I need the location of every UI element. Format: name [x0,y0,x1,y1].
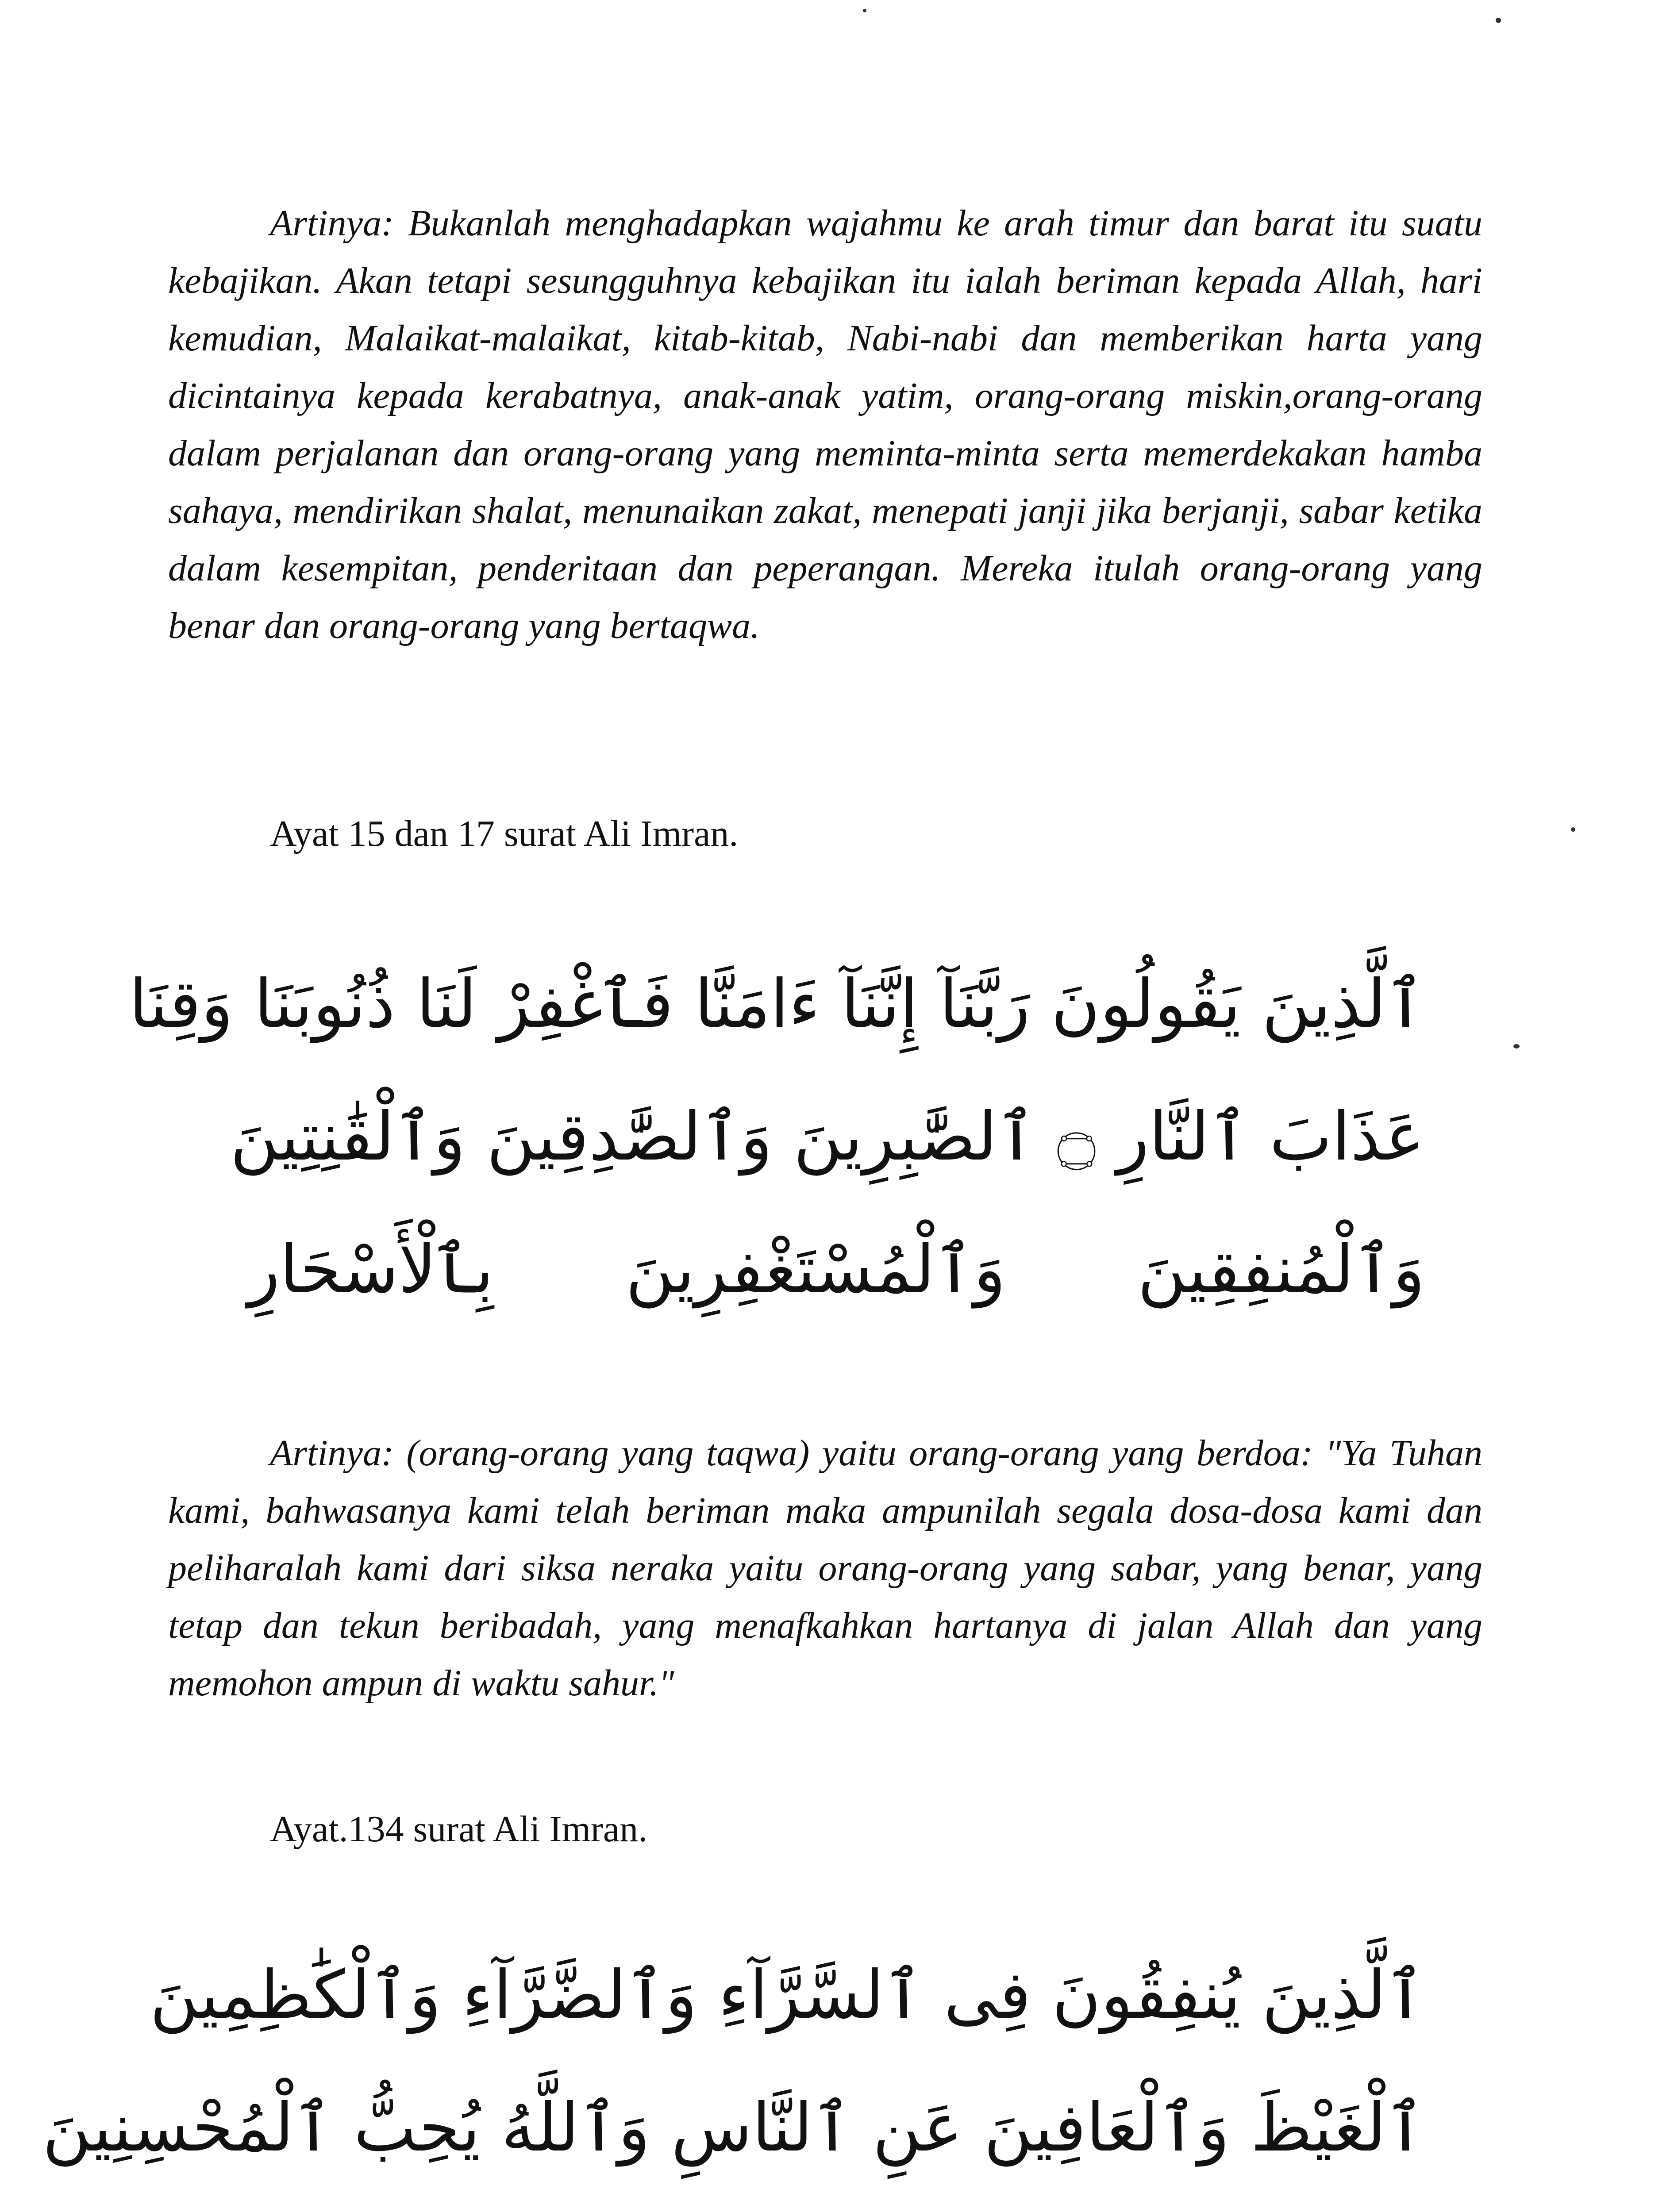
verse-reference-2: Ayat.134 surat Ali Imran. [270,1809,648,1850]
arabic-verse-line: عَذَابَ ٱلنَّارِ ۝ ٱلصَّٰبِرِينَ وَٱلصَّٰدِقِينَ وَٱلْقَٰنِتِينَ [230,1098,1425,1175]
arabic-verse-line: ٱلْغَيْظَ وَٱلْعَافِينَ عَنِ ٱلنَّاسِ وَٱللَّهُ يُحِبُّ ٱلْمُحْسِنِينَ [42,2089,1425,2166]
arabic-verse-block-1 [129,938,1425,1336]
scan-speck [1571,827,1575,832]
verse-reference-1: Ayat 15 dan 17 surat Ali Imran. [270,813,739,854]
arabic-verse-line: ٱلَّذِينَ يَقُولُونَ رَبَّنَآ إِنَّنَآ ءَامَنَّا فَٱغْفِرْ لَنَا ذُنُوبَنَا وَقِنَا [129,966,1425,1043]
arabic-verse-line: ٱلَّذِينَ يُنفِقُونَ فِى ٱلسَّرَّآءِ وَٱلضَّرَّآءِ وَٱلْكَٰظِمِينَ [150,1957,1425,2034]
arabic-verse-line: وَٱلْمُنفِقِينَ وَٱلْمُسْتَغْفِرِينَ بِٱلْأَسْحَارِ [248,1231,1425,1308]
scan-speck [863,9,866,12]
scan-speck [1513,1044,1520,1048]
arabic-verse-block-2 [42,1929,1425,2194]
translation-paragraph-2: Artinya: (orang-orang yang taqwa) yaitu orang-orang yang berdoa: "Ya Tuhan kami, bahwasanya kami telah beriman maka ampunilah segala dosa-dosa kami dan peliharalah kami dari siksa neraka yaitu orang-orang yang sabar, yang benar, yang tetap dan tekun beribadah, yang menafkahkan hartanya di jalan Allah dan yang memohon ampun di waktu sahur." [168,1432,1482,1704]
scan-speck [1496,18,1501,23]
translation-paragraph-1: Artinya: Bukanlah menghadapkan wajahmu ke arah timur dan barat itu suatu kebajikan. Akan tetapi sesungguhnya kebajikan itu ialah beriman kepada Allah, hari kemudian, Malaikat-malaikat, kitab-kitab, Nabi-nabi dan memberikan harta yang dicintainya kepada kerabatnya, anak-anak yatim, orang-orang miskin,orang-orang dalam perjalanan dan orang-orang yang meminta-minta serta memerdekakan hamba sahaya, mendirikan shalat, menunaikan zakat, menepati janji jika berjanji, sabar ketika dalam kesempitan, penderitaan dan peperangan. Mereka itulah orang-orang yang benar dan orang-orang yang bertaqwa. [168,203,1482,646]
